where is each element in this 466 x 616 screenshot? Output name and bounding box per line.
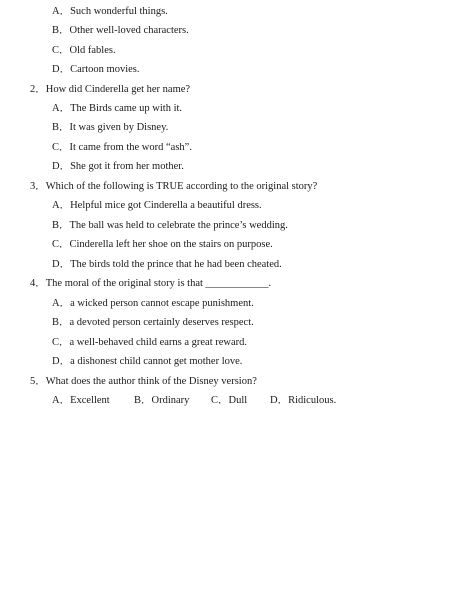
q4-option-c: C．a well-behaved child earns a great reward. (52, 337, 248, 348)
q3-option-c: C．Cinderella left her shoe on the stairs on purpose. (52, 239, 273, 250)
q1-option-d: D．Cartoon movies. (52, 64, 140, 75)
q1-option-c: C．Old fables. (52, 45, 116, 56)
q2-option-a: A．The Birds came up with it. (52, 103, 183, 114)
q1-option-a: A．Such wonderful things. (52, 6, 168, 17)
q5-option-d: D．Ridiculous. (270, 395, 337, 406)
q5-option-c: C．Dull (211, 395, 248, 406)
q5-stem: 5．What does the author think of the Disney version? (30, 376, 257, 387)
q4-option-d: D．a dishonest child cannot get mother love. (52, 356, 243, 367)
q3-stem: 3．Which of the following is TRUE according to the original story? (30, 181, 318, 192)
q5-options-row (52, 394, 336, 407)
q2-stem: 2．How did Cinderella get her name? (30, 84, 191, 95)
q2-option-c: C．It came from the word “ash”. (52, 142, 192, 153)
q5-option-a: A．Excellent (52, 395, 110, 406)
q3-option-a: A．Helpful mice got Cinderella a beautiful dress. (52, 200, 262, 211)
q4-option-b: B．a devoted person certainly deserves respect. (52, 317, 254, 328)
q4-stem: 4．The moral of the original story is that ____________. (30, 278, 272, 289)
q4-option-a: A．a wicked person cannot escape punishment. (52, 298, 254, 309)
q2-option-d: D．She got it from her mother. (52, 161, 184, 172)
q3-option-b: B．The ball was held to celebrate the prince’s wedding. (52, 220, 288, 231)
q1-option-b: B．Other well-loved characters. (52, 25, 189, 36)
q5-option-b: B．Ordinary (134, 395, 190, 406)
q2-option-b: B．It was given by Disney. (52, 122, 169, 133)
q3-option-d: D．The birds told the prince that he had been cheated. (52, 259, 282, 270)
